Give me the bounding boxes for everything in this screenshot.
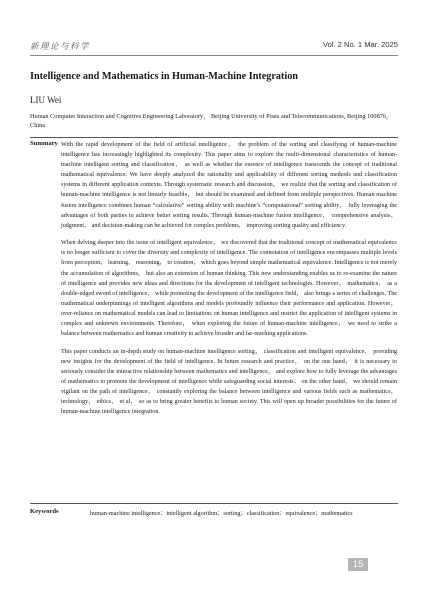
summary-bottom-rule: [30, 503, 398, 504]
author-name: LIU Wei: [30, 95, 62, 105]
keywords-list: human-machine intelligence；intelligent algorithm；sorting；classification；equivalence；mathematics: [90, 510, 353, 517]
summary-paragraph: This paper conducts an in-depth study on human-machine intelligence sorting， classification and intelligent equivalence， providing new insights for the development of the field of intelligence. In future research and practice， on the one hand， it is necessary to seriously consider the interactive relationship between mathematics and intelligence， and explore how to fully leverage the advantages of mathematics to promote the development of intelligence while safeguarding social interests； on the other hand， we should remain vigilant on the path of intelligence， constantly exploring the balance between intelligence and various fields such as mathematics， technology， ethics， et al， so as to bring greater benefits to human society. This will open up broader possibilities for the future of human-machine intelligence integration.: [61, 348, 397, 416]
author-affiliation: Human Computer Interaction and Cognitive Engineering Laboratory， Beijing University of Posts and Telecommunications, Beijing 100876，China: [30, 113, 393, 130]
journal-name: 新理论与科学: [30, 42, 91, 52]
keywords-label: Keywords: [30, 508, 59, 515]
summary-paragraph: When delving deeper into the issue of intelligent equivalence， we discovered that the traditional concept of mathematical equivalence is no longer sufficient to cover the diversity and complexity of intelligence. The connotation of intelligence encompasses multiple levels from perception， learning， reasoning， to creation， which goes beyond simple mathematical equivalence. Intelligence is not merely the accumulation of algorithms， but also an extension of human thinking. This new understanding enables us to re-examine the nature of intelligence and provides new ideas and directions for the development of intelligent technologies. However， mathematics， as a double-edged sword of intelligence， while promoting the development of the intelligence field， also brings a series of challenges. The mathematical underpinnings of intelligent algorithms and models profoundly influence their performance and application. However， over-reliance on mathematical models can lead to limitations on human intelligence and restrict the application of intelligent systems in complex and unknown environments. Therefore， when exploring the future of human-machine intelligence， we need to strike a balance between mathematics and human creativity to achieve broader and far-reaching applications.: [61, 240, 397, 338]
page-number: 15: [348, 558, 368, 571]
running-header: [30, 40, 398, 54]
issue-info: Vol. 2 No. 1 Mar. 2025: [322, 40, 398, 49]
summary-label: Summary: [30, 140, 58, 147]
summary-paragraph: With the rapid development of the field of artificial intelligence， the problem of the sorting and classifying of human-machine intelligence has increasingly highlighted its complexity. This paper aims to explore the multi-dimensional characteristics of human-machine intelligent sorting and classification， as well as whether the essence of intelligence transcends the concept of traditional mathematical equivalence. We have deeply analyzed the rationality and applicability of different sorting methods and classification systems in different application contexts. Through systematic research and discussion， we realize that the sorting and classification of human-machine intelligence is not linearly feasible， but should be examined and defined from multiple perspectives. Human machine fusion intelligence combines human “calculative” sorting ability with machine’s “computational” sorting ability， fully leveraging the advantages of both parties to achieve better sorting results. Through human-machine fusion intelligence， comprehensive analysis， judgment， and decision-making can be achieved for complex problems， improving sorting quality and efficiency.: [61, 142, 397, 229]
summary-top-rule: [30, 137, 398, 138]
summary-body: [61, 140, 397, 425]
article-title: Intelligence and Mathematics in Human-Machine Integration: [30, 71, 298, 82]
header-divider: [30, 55, 398, 56]
